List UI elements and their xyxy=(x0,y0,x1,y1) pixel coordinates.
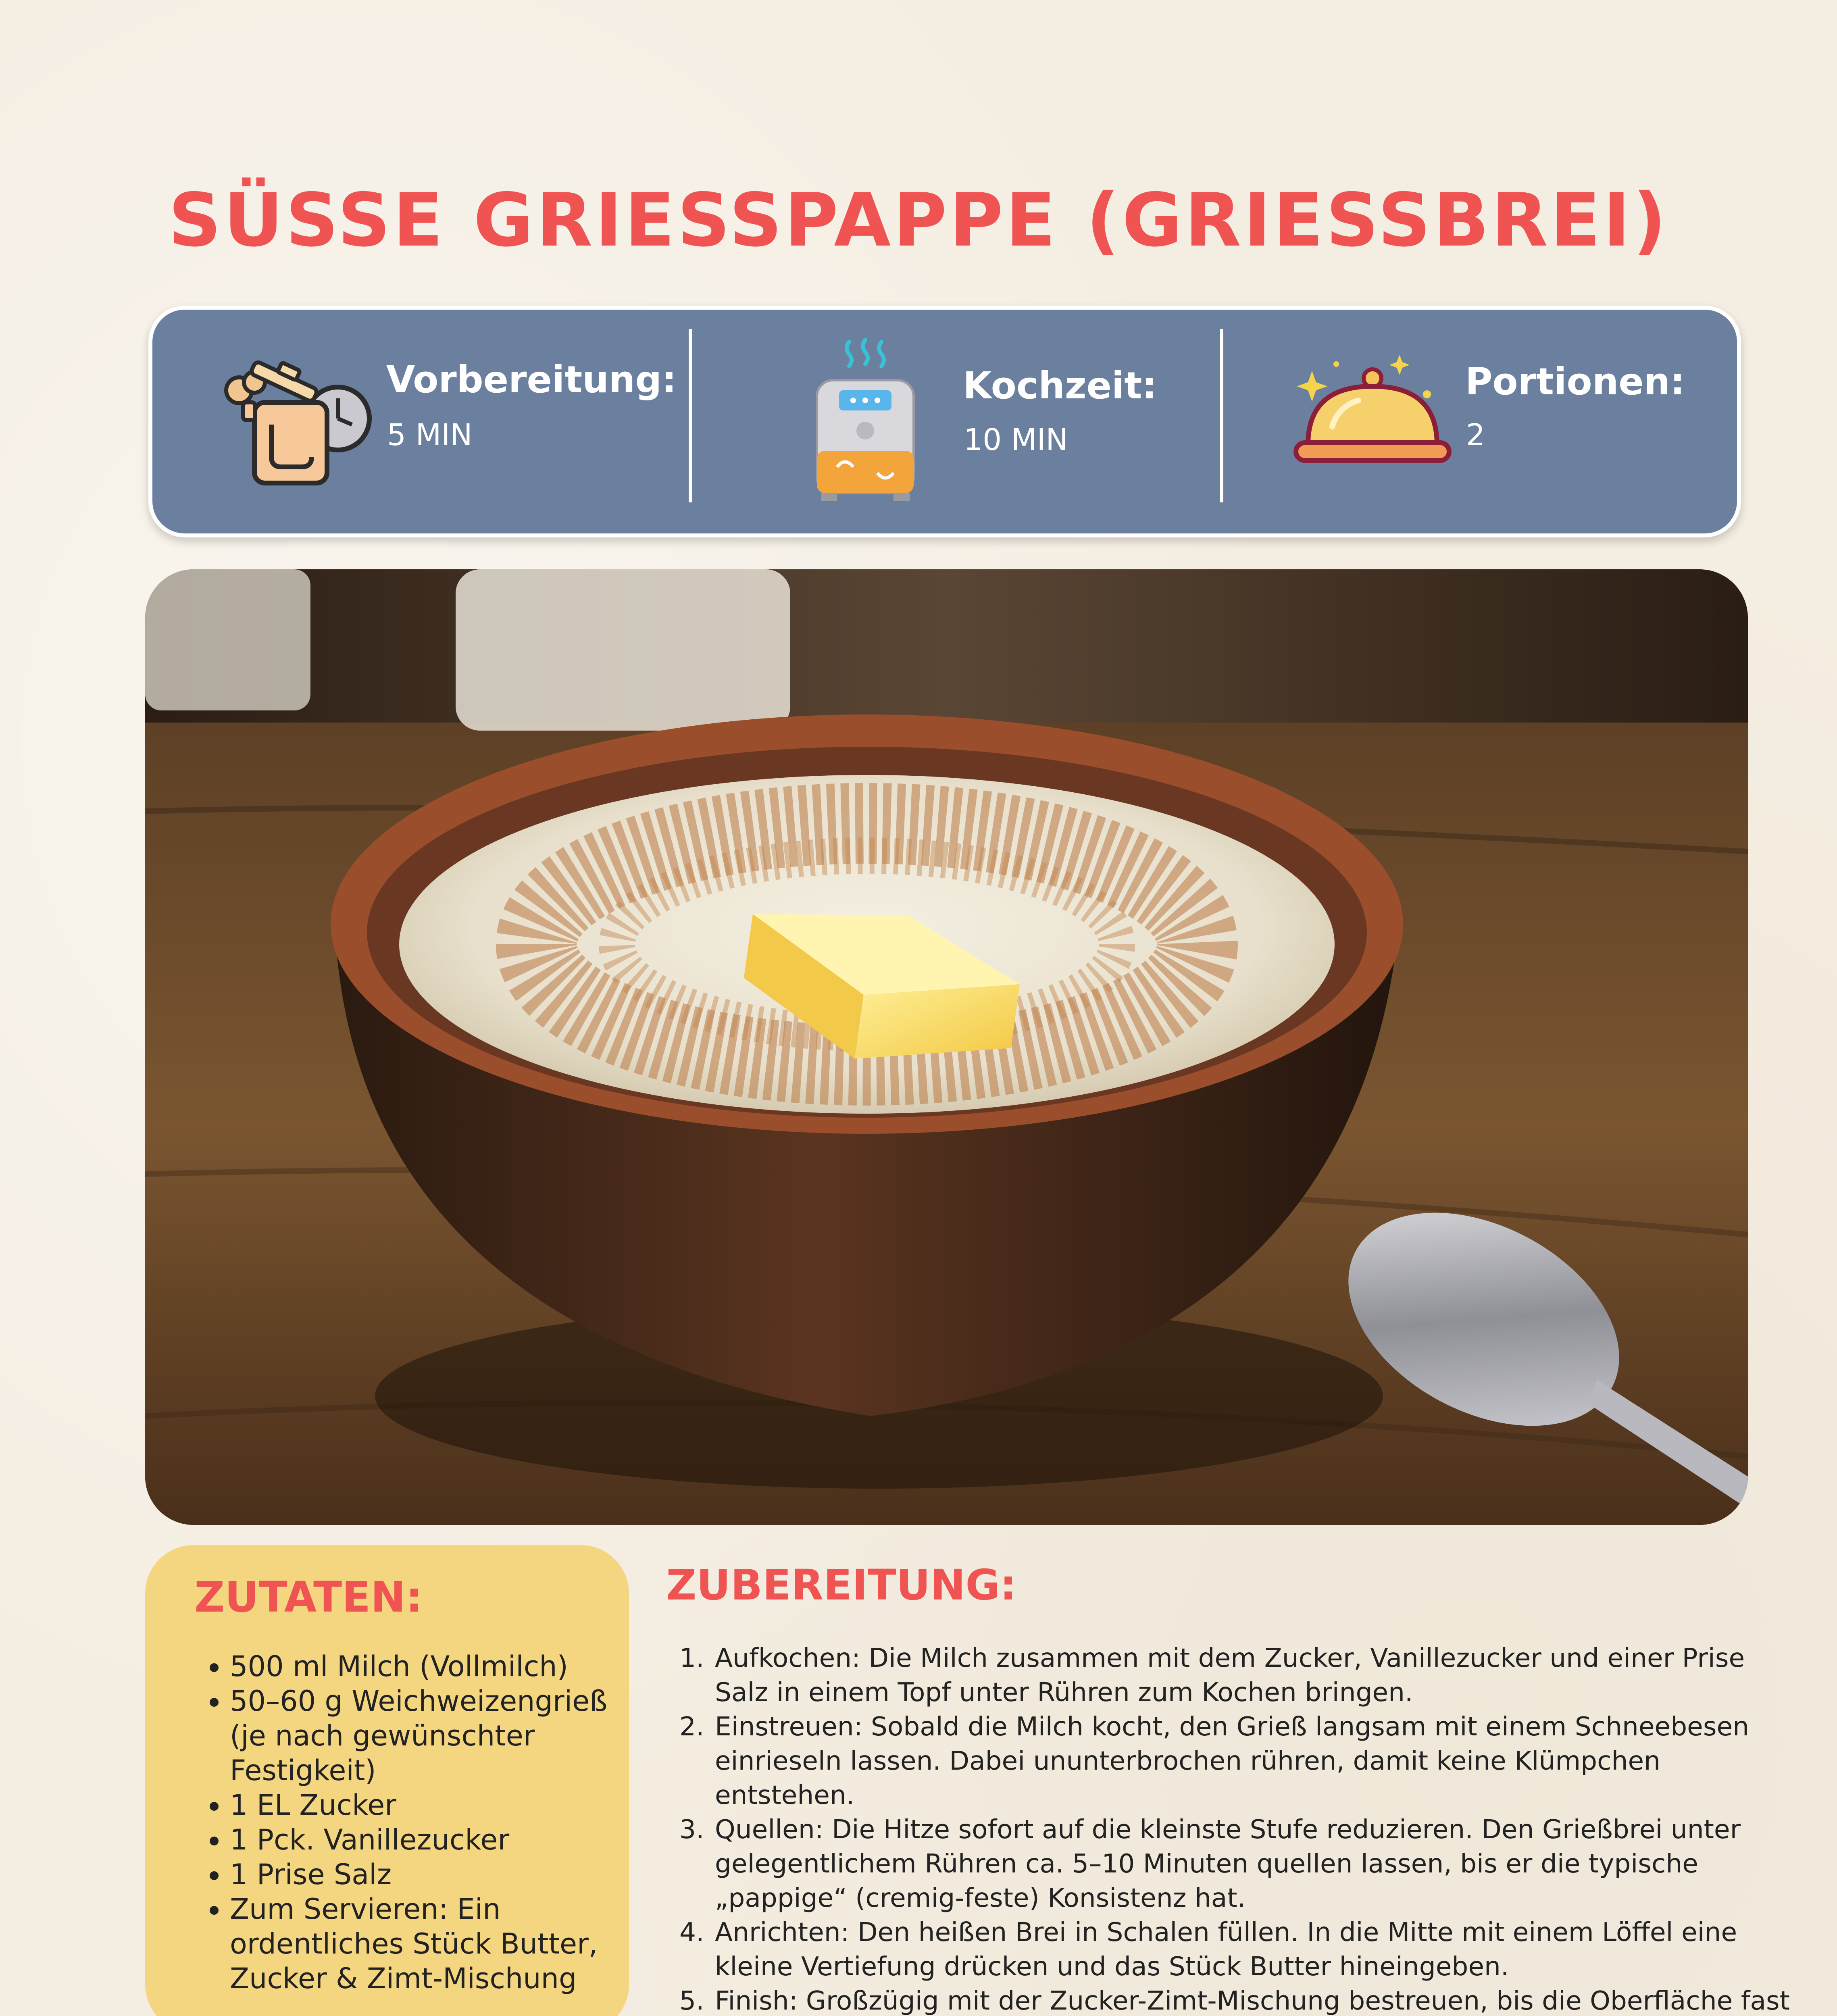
info-divider xyxy=(1220,329,1223,502)
serving-cloche-icon xyxy=(1288,346,1457,481)
prep-time-value: 5 MIN xyxy=(387,418,473,452)
ingredients-box xyxy=(145,1545,629,2016)
info-servings xyxy=(1223,310,1735,533)
ingredients-title: ZUTATEN: xyxy=(194,1572,423,1622)
preparation-title: ZUBEREITUNG: xyxy=(666,1560,1017,1610)
ingredient-item: • 1 Prise Salz xyxy=(230,1857,641,1892)
ingredient-item: • 1 EL Zucker xyxy=(230,1788,641,1822)
preparation-step: 1. Aufkochen: Die Milch zusammen mit dem Zucker, Vanillezucker und einer Prise Salz in einem Topf unter Rühren zum Kochen bringen. xyxy=(712,1641,1793,1710)
info-cook-time xyxy=(692,310,1220,533)
cook-time-value: 10 MIN xyxy=(964,423,1068,457)
preparation-step: 2. Einstreuen: Sobald die Milch kocht, den Grieß langsam mit einem Schneebesen einrieseln lassen. Dabei ununterbrochen rühren, damit keine Klümpchen entstehen. xyxy=(712,1710,1793,1812)
ingredient-item: • Zum Servieren: Ein ordentliches Stück Butter, Zucker & Zimt-Mischung xyxy=(230,1892,641,1996)
cook-time-label: Kochzeit: xyxy=(963,364,1157,407)
air-fryer-icon xyxy=(805,334,926,505)
preparation-step: 5. Finish: Großzügig mit der Zucker-Zimt-Mischung bestreuen, bis die Oberfläche fast xyxy=(712,1984,1793,2016)
ingredient-item: • 500 ml Milch (Vollmilch) xyxy=(230,1649,641,1684)
prep-time-label: Vorbereitung: xyxy=(386,358,677,401)
ingredient-item: • 50–60 g Weichweizengrieß (je nach gewünschter Festigkeit) xyxy=(230,1684,641,1788)
info-prep-time xyxy=(152,310,689,533)
page-title: SÜSSE GRIESSPAPPE (GRIESSBREI) xyxy=(168,177,1669,263)
cooking-pot-icon xyxy=(223,354,376,489)
ingredient-item: • 1 Pck. Vanillezucker xyxy=(230,1822,641,1857)
preparation-steps xyxy=(666,1641,1793,2016)
servings-value: 2 xyxy=(1466,418,1485,452)
ingredients-list xyxy=(190,1649,641,1996)
preparation-step: 3. Quellen: Die Hitze sofort auf die kleinste Stufe reduzieren. Den Grießbrei unter gelegentlichem Rühren ca. 5–10 Minuten quellen lassen, bis er die typische „pappige“ (cremig-feste) Konsistenz hat. xyxy=(712,1812,1793,1915)
bowl-of-semolina-porridge-photo xyxy=(145,569,1748,1525)
info-divider xyxy=(689,329,692,502)
servings-label: Portionen: xyxy=(1465,360,1685,403)
preparation-step: 4. Anrichten: Den heißen Brei in Schalen füllen. In die Mitte mit einem Löffel eine kleine Vertiefung drücken und das Stück Butter hineingeben. xyxy=(712,1915,1793,1984)
recipe-info-bar xyxy=(148,306,1741,537)
